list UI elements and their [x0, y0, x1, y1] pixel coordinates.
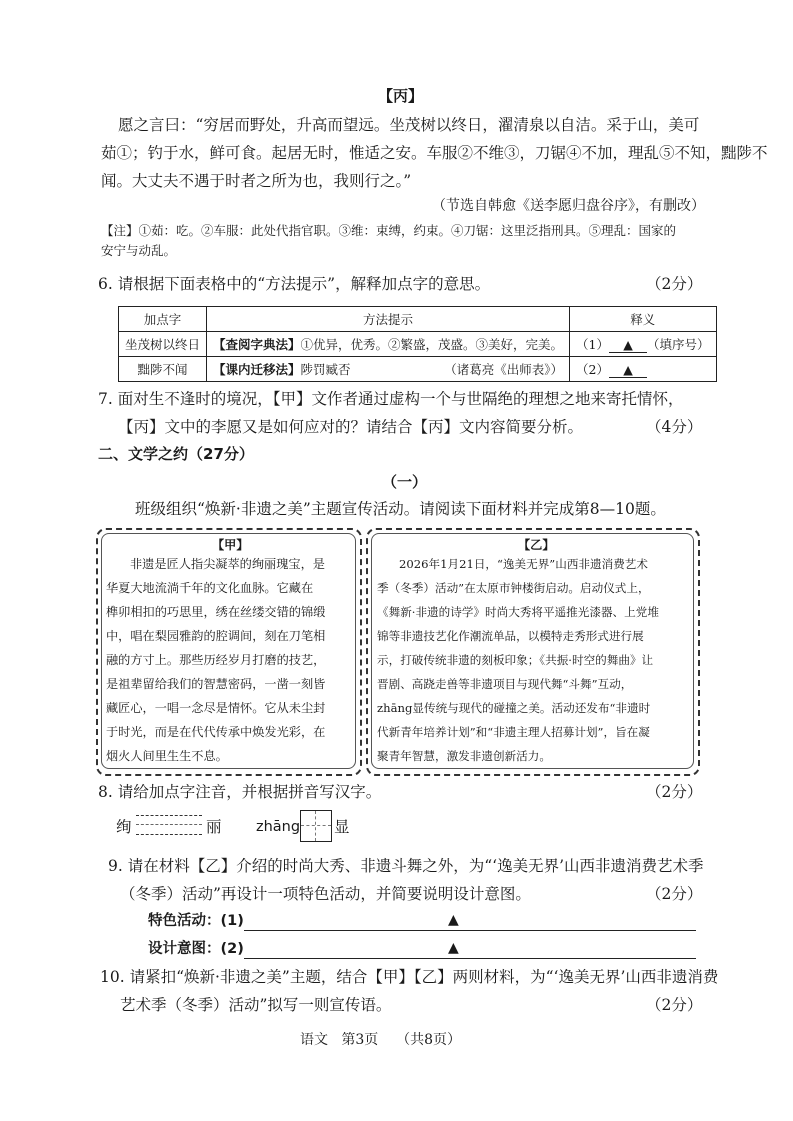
section-title: 二、文学之约（27分）: [98, 445, 254, 463]
q8-text: 8. 请给加点字注音，并根据拼音写汉字。: [98, 783, 382, 801]
q8-char-1-tail: 丽: [206, 818, 222, 836]
q9-label-2: 设计意图：(2): [148, 941, 244, 957]
q10-line-1: 10. 请紧扣“焕新·非遗之美”主题，结合【甲】【乙】两则材料，为“‘逸美无界’山西非遗消费: [100, 968, 719, 986]
q8-pinyin: zhāng: [256, 819, 301, 835]
q6-score: （2分）: [646, 275, 703, 293]
material-jia-body: 非遗是匠人指尖凝萃的绚丽瑰宝，是 华夏大地流淌千年的文化血脉。它藏在 榫卯相扣的巧思里，绣在丝缕交错的锦缎 中，唱在梨园雅韵的腔调间，刻在刀笔相 融的方寸上。那些历经岁月打磨的技艺， 是祖辈留给我们的智慧密码，一凿一刻皆 藏匠心，一唱一念尽是情怀。它从未尘封 于时光，而是在代代传承中焕发光彩，在 烟火人间里生生不息。: [106, 557, 326, 763]
table-row: [119, 357, 717, 382]
hanzi-box[interactable]: [300, 810, 332, 842]
table-header-row: [119, 307, 717, 332]
footer: [300, 1030, 461, 1050]
table-cell-method: 【课内迁移法】陟罚臧否 （诸葛亮《出师表》）: [207, 357, 570, 382]
table-row: [119, 332, 717, 357]
material-yi-heading: 【乙】: [518, 538, 555, 552]
table-cell-method: 【查阅字典法】①优异，优秀。②繁盛，茂盛。③美好，完美。: [207, 332, 570, 357]
table-cell-word: 黜陟不闻: [119, 357, 207, 382]
q7-line-2: 【丙】文中的李愿又是如何应对的？请结合【丙】文内容简要分析。: [118, 418, 584, 436]
footer-subject: 语文: [300, 1032, 328, 1048]
bing-heading: 【丙】: [378, 87, 424, 105]
table-cell-word: 坐茂树以终日: [119, 332, 207, 357]
bing-note-1: 【注】①茹：吃。②车服：此处代指官职。③维：束缚，约束。④刀锯：这里泛指刑具。⑤理乱：国家的: [101, 223, 677, 238]
bing-source: （节选自韩愈《送李愿归盘谷序》，有删改）: [432, 198, 705, 214]
table-header: 释义: [570, 307, 716, 332]
q9-answer-line-2[interactable]: [244, 958, 696, 959]
section-sub: （一）: [382, 473, 428, 491]
q9-marker-1: ▲: [448, 912, 459, 928]
bing-note-2: 安宁与动乱。: [101, 243, 177, 258]
q8-score: （2分）: [646, 783, 703, 801]
material-yi-body: 2026年1月21日，“逸美无界”山西非遗消费艺术 季（冬季）活动”在太原市钟楼街启动。启动仪式上， 《舞新·非遗的诗学》时尚大秀将平遥推光漆器、上党堆 锦等非遗技艺化作潮流单品，以模特走秀形式进行展 示，打破传统非遗的刻板印象；《共振·时空的舞曲》让 晋剧、高跷走兽等非遗项目与现代舞“斗舞”互动， zhāng显传统与现代的碰撞之美。活动还发布“非遗时 代新青年培养计划”和“非遗主理人招募计划”，旨在凝 聚青年智慧，激发非遗创新活力。: [377, 557, 659, 763]
footer-page: 第3页: [341, 1032, 379, 1048]
table-header: 方法提示: [207, 307, 570, 332]
footer-total: （共8页）: [396, 1032, 462, 1048]
method-table: [118, 306, 717, 382]
answer-blank[interactable]: ▲: [609, 337, 647, 353]
bing-line-2: 茹①；钓于水，鲜可食。起居无时，惟适之安。车服②不维③，刀锯④不加，理乱⑤不知，黜陟不: [101, 144, 768, 162]
q6-text: 6. 请根据下面表格中的“方法提示”，解释加点字的意思。: [98, 275, 491, 293]
q8-char-2-tail: 显: [334, 818, 350, 836]
pinyin-blank[interactable]: [136, 815, 202, 835]
bing-line-1: 愿之言曰：“穷居而野处，升高而望远。坐茂树以终日，濯清泉以自洁。采于山，美可: [118, 116, 700, 134]
table-cell-answer[interactable]: （2） ▲: [570, 357, 716, 382]
q9-score: （2分）: [646, 885, 703, 903]
q10-line-2: 艺术季（冬季）活动”拟写一则宣传语。: [120, 996, 392, 1014]
section-intro: 班级组织“焕新·非遗之美”主题宣传活动。请阅读下面材料并完成第8—10题。: [135, 500, 666, 518]
table-header: 加点字: [119, 307, 207, 332]
material-jia-heading: 【甲】: [212, 538, 249, 552]
answer-blank[interactable]: ▲: [609, 362, 647, 378]
q9-label-1: 特色活动：(1): [148, 913, 244, 929]
q8-char-1: 绚: [116, 818, 132, 836]
q9-answer-line-1[interactable]: [244, 930, 696, 931]
bing-line-3: 闻。大丈夫不遇于时者之所为也，我则行之。”: [101, 172, 412, 190]
q7-line-1: 7. 面对生不逢时的境况，【甲】文作者通过虚构一个与世隔绝的理想之地来寄托情怀，: [98, 390, 684, 408]
q9-marker-2: ▲: [448, 940, 459, 956]
q9-line-2: （冬季）活动”再设计一项特色活动，并简要说明设计意图。: [120, 885, 531, 903]
table-cell-answer[interactable]: （1） ▲ （填序号）: [570, 332, 716, 357]
q9-line-1: 9. 请在材料【乙】介绍的时尚大秀、非遗斗舞之外，为“‘逸美无界’山西非遗消费艺术季: [108, 857, 704, 875]
q7-score: （4分）: [646, 418, 703, 436]
q10-score: （2分）: [646, 996, 703, 1014]
